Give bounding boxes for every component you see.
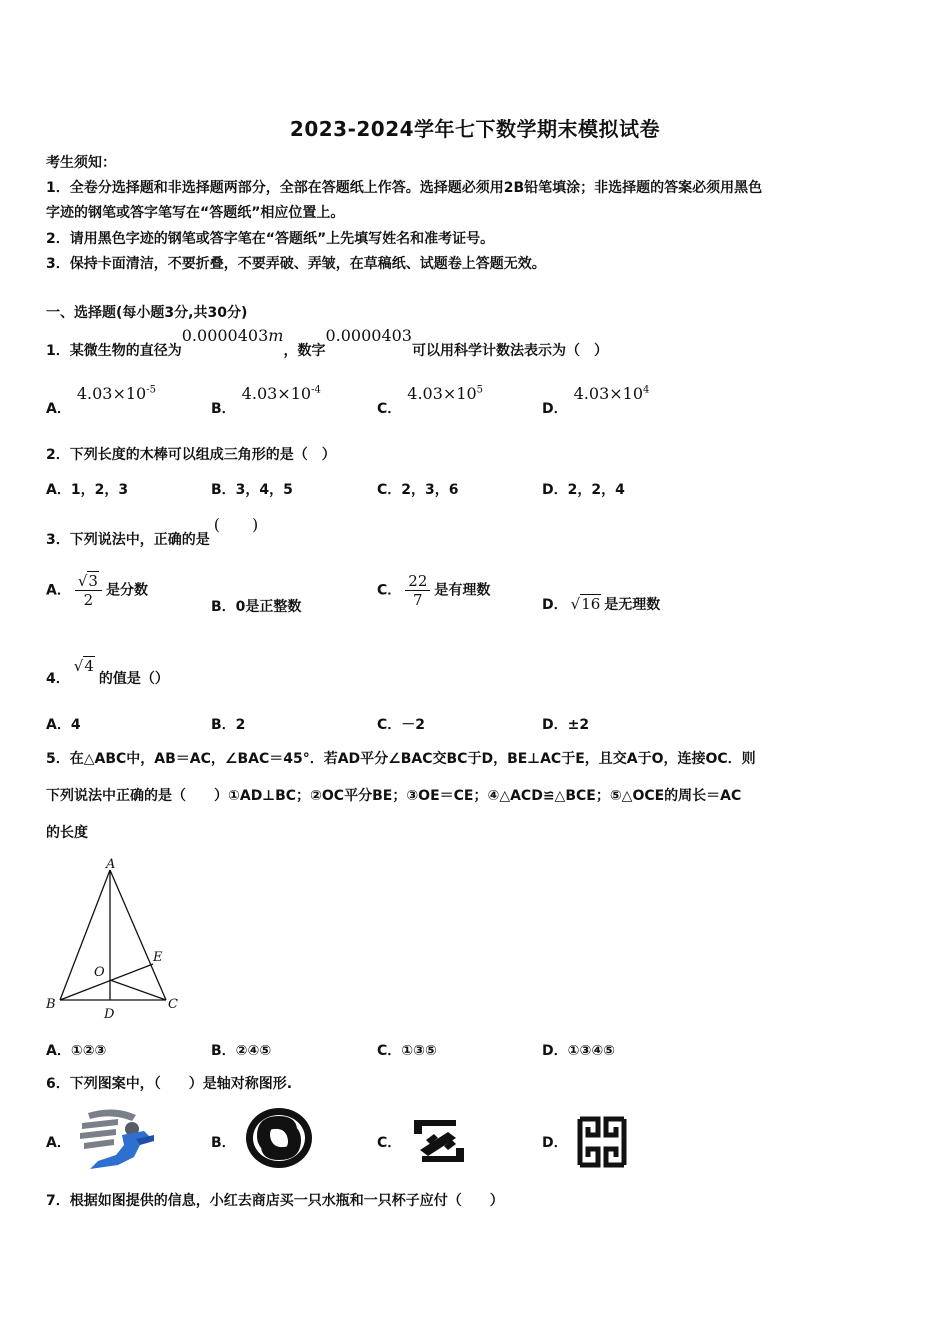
- q6-label-a: A．: [46, 1135, 71, 1151]
- q1-option-c: C．$4.03\times 10^5$: [377, 384, 484, 417]
- q3-paren: ( ): [213, 515, 259, 534]
- segment-be: [60, 964, 153, 1000]
- q1-option-d: D．$4.03\times 10^4$: [542, 384, 650, 417]
- notice-line-4: 3．保持卡面清洁，不要折叠，不要弄破、弄皱，在草稿纸、试题卷上答题无效。: [46, 256, 546, 272]
- zigzag-logo-icon: [408, 1112, 470, 1170]
- q5-option-c: C．①③⑤: [377, 1043, 437, 1059]
- label-o: O: [94, 965, 105, 980]
- q5-stem-line-1: 5．在△ABC中，AB＝AC，∠BAC＝45°．若AD平分∠BAC交BC于D，BE⊥AC于E，且交A于O，连接OC．则: [46, 751, 756, 767]
- edge-ab: [60, 870, 110, 1000]
- edge-ac: [110, 870, 166, 1000]
- q6-label-d: D．: [542, 1135, 568, 1151]
- label-a: A: [106, 857, 116, 872]
- q1-number-1: 0.0000403m: [181, 326, 284, 345]
- q6-stem: 6．下列图案中，（ ）是轴对称图形.: [46, 1076, 293, 1092]
- q2-option-b: B．3，4，5: [211, 482, 293, 498]
- q2-option-d: D．2，2，4: [542, 482, 625, 498]
- q4-option-b: B．2: [211, 717, 246, 733]
- q1-text-a: 1．某微生物的直径为: [46, 343, 182, 359]
- q6-label-b: B．: [211, 1135, 236, 1151]
- q6-label-c: C．: [377, 1135, 402, 1151]
- q3-option-c: C． $\frac{22}{7}$ 是有理数: [377, 572, 491, 609]
- q5-option-d: D．①③④⑤: [542, 1043, 616, 1059]
- q5-stem-line-2: 下列说法中正确的是（ ）①AD⊥BC；②OC平分BE；③OE＝CE；④△ACD≌△BCE；⑤△OCE的周长＝AC: [46, 788, 742, 804]
- label-d: D: [104, 1007, 115, 1022]
- q2-option-c: C．2，3，6: [377, 482, 459, 498]
- q5-option-a: A．①②③: [46, 1043, 107, 1059]
- spiral-logo-icon: [243, 1106, 315, 1170]
- q4-option-c: C．－2: [377, 717, 426, 733]
- q1-number-2: 0.0000403: [325, 326, 412, 345]
- q5-triangle-figure: [40, 852, 190, 1022]
- label-b: B: [46, 997, 56, 1012]
- q3-option-a: A． $\frac{√3}{2}$ 是分数: [46, 572, 148, 609]
- q5-option-b: B．②④⑤: [211, 1043, 272, 1059]
- q3-option-d: D． √16 是无理数: [542, 595, 661, 613]
- q5-stem-line-3: 的长度: [46, 825, 88, 841]
- q1-stem: [46, 326, 608, 359]
- label-c: C: [168, 997, 178, 1012]
- runner-logo-icon: [74, 1105, 156, 1173]
- q4-stem: 4．√4的值是（）: [46, 657, 169, 687]
- q1-text-c: 可以用科学计数法表示为（ ）: [411, 343, 608, 359]
- q1-option-a: A．$4.03\times 10^{-5}$: [46, 384, 156, 417]
- q4-option-a: A．4: [46, 717, 81, 733]
- q4-option-d: D．±2: [542, 717, 590, 733]
- label-e: E: [153, 950, 163, 965]
- notice-line-3: 2．请用黑色字迹的钢笔或答字笔在“答题纸”上先填写姓名和准考证号。: [46, 231, 495, 247]
- q1-text-b: ，数字: [283, 343, 326, 359]
- notice-line-1: 1．全卷分选择题和非选择题两部分，全部在答题纸上作答。选择题必须用2B铅笔填涂；非选择题的答案必须用黑色: [46, 180, 763, 196]
- section-heading: 一、选择题(每小题3分,共30分): [46, 305, 248, 321]
- page-title: 2023-2024学年七下数学期末模拟试卷: [289, 117, 661, 141]
- q3-option-b: B．0是正整数: [211, 599, 302, 615]
- q2-stem: 2．下列长度的木棒可以组成三角形的是（ ）: [46, 447, 336, 463]
- q7-stem: 7．根据如图提供的信息，小红去商店买一只水瓶和一只杯子应付（ ）: [46, 1193, 504, 1209]
- fret-pattern-icon: [576, 1115, 628, 1169]
- q2-option-a: A．1，2，3: [46, 482, 129, 498]
- q3-stem: 3．下列说法中，正确的是( ): [46, 515, 259, 548]
- q1-option-b: B．$4.03\times 10^{-4}$: [211, 384, 321, 417]
- segment-oc: [110, 980, 166, 1000]
- notice-heading: 考生须知：: [46, 155, 116, 171]
- notice-line-2: 字迹的钢笔或答字笔写在“答题纸”相应位置上。: [46, 205, 345, 221]
